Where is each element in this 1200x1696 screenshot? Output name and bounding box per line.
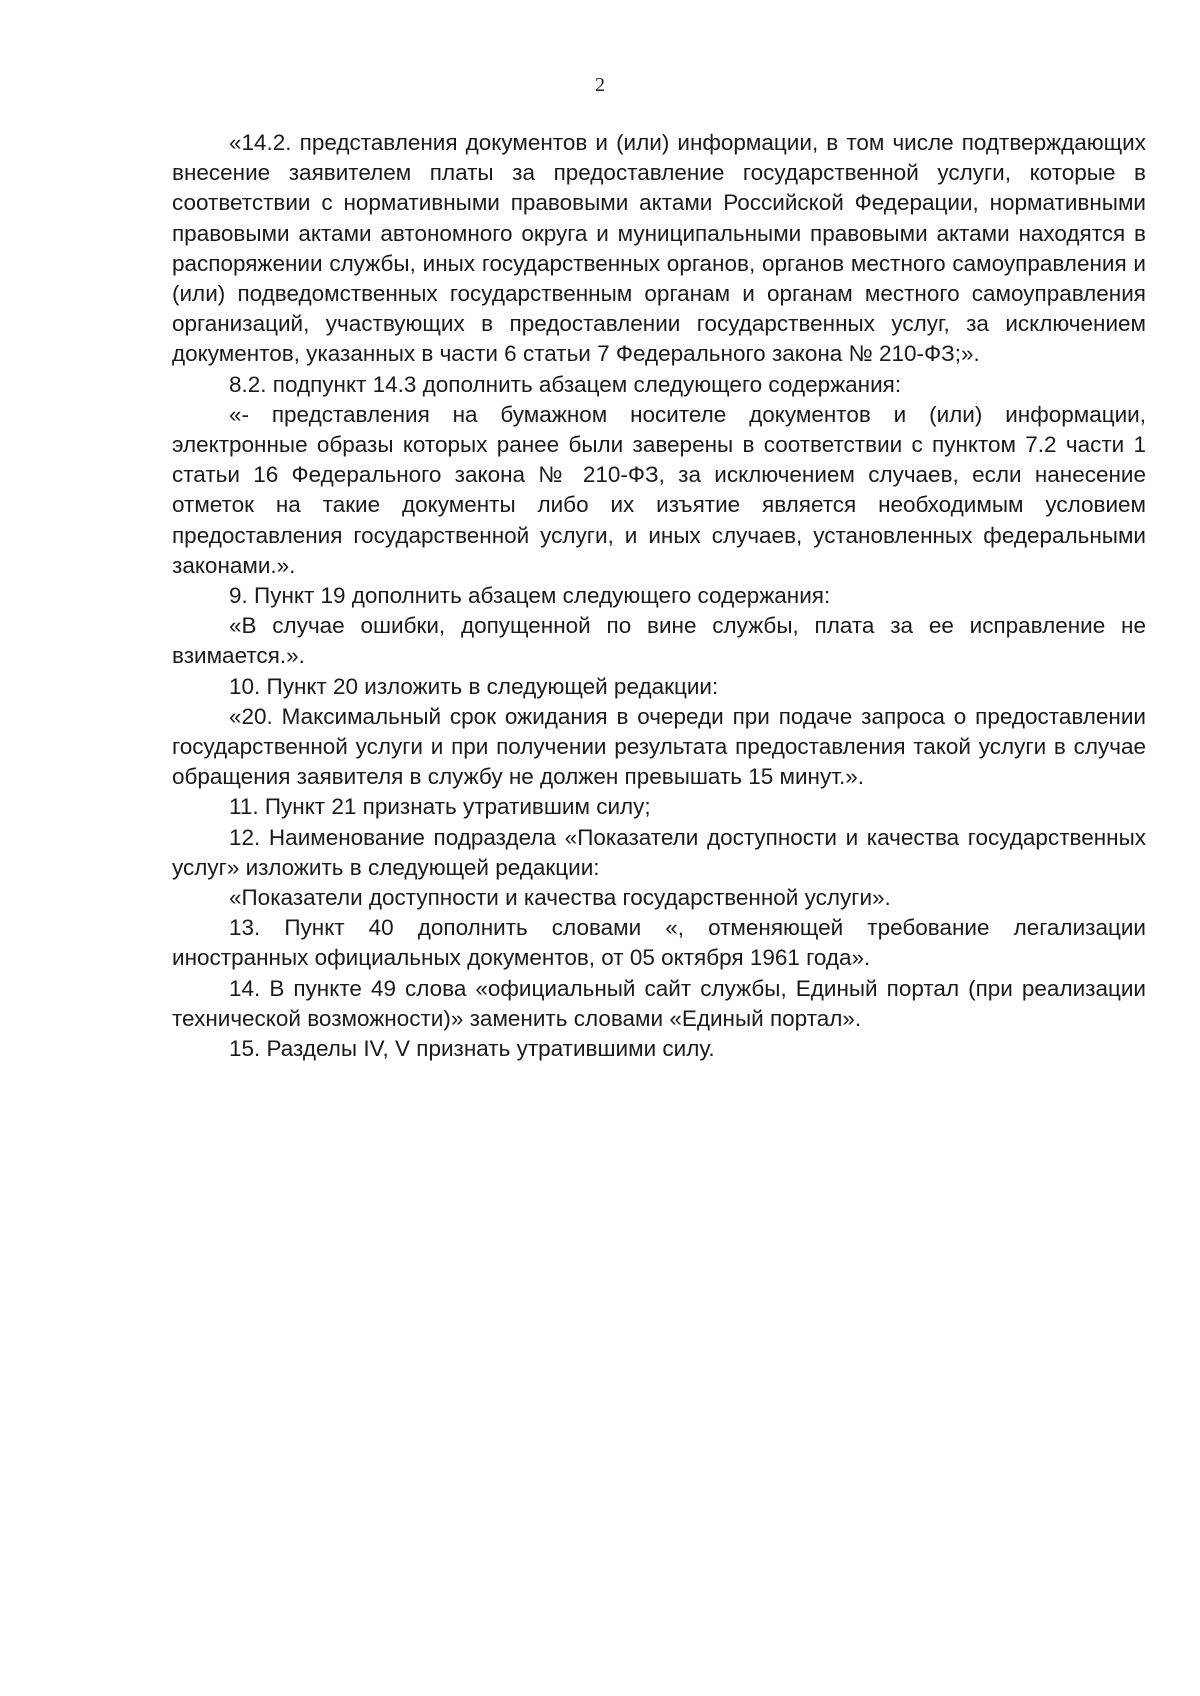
- paragraph-13: 13. Пункт 40 дополнить словами «, отменяющей требование легализации иностранных официальных документов, от 05 октября 1961 года».: [172, 915, 1146, 971]
- paragraph-14-3-addition: «- представления на бумажном носителе документов и (или) информации, электронные образы которых ранее были заверены в соответствии с пунктом 7.2 части 1 статьи 16 Федерального закона № 210-ФЗ, за исключением случаев, если нанесение отметок на такие документы либо их изъятие является необходимым условием предоставления государственной услуги, и иных случаев, установленных федеральными законами.».: [172, 401, 1146, 578]
- paragraph-9: 9. Пункт 19 дополнить абзацем следующего содержания:: [229, 583, 831, 609]
- paragraph-10: 10. Пункт 20 изложить в следующей редакции:: [229, 673, 719, 699]
- paragraph-8-2: 8.2. подпункт 14.3 дополнить абзацем следующего содержания:: [229, 371, 902, 397]
- paragraph-19-addition: «В случае ошибки, допущенной по вине службы, плата за ее исправление не взимается.».: [172, 613, 1146, 669]
- page-number: 2: [595, 74, 605, 96]
- paragraph-14-2: «14.2. представления документов и (или) информации, в том числе подтверждающих внесение заявителем платы за предоставление государственной услуги, которые в соответствии с нормативными правовыми актами Российской Федерации, нормативными правовыми актами автономного округа и муниципальными правовыми актами находятся в распоряжении службы, иных государственных органов, органов местного самоуправления и (или) подведомственных государственным органам и органам местного самоуправления организаций, участвующих в предоставлении государственных услуг, за исключением документов, указанных в части 6 статьи 7 Федерального закона № 210-ФЗ;».: [172, 130, 1146, 367]
- paragraph-15: 15. Разделы IV, V признать утратившими силу.: [229, 1036, 715, 1062]
- paragraph-12-new-title: «Показатели доступности и качества государственной услуги».: [229, 885, 891, 911]
- paragraph-14: 14. В пункте 49 слова «официальный сайт службы, Единый портал (при реализации технической возможности)» заменить словами «Единый портал».: [172, 975, 1146, 1031]
- paragraph-20-text: «20. Максимальный срок ожидания в очереди при подаче запроса о предоставлении государственной услуги и при получении результата предоставления такой услуги в случае обращения заявителя в службу не должен превышать 15 минут.».: [172, 703, 1146, 790]
- paragraph-11: 11. Пункт 21 признать утратившим силу;: [229, 794, 651, 820]
- document-body: [172, 128, 1146, 1064]
- paragraph-12: 12. Наименование подраздела «Показатели доступности и качества государственных услуг» изложить в следующей редакции:: [172, 824, 1146, 880]
